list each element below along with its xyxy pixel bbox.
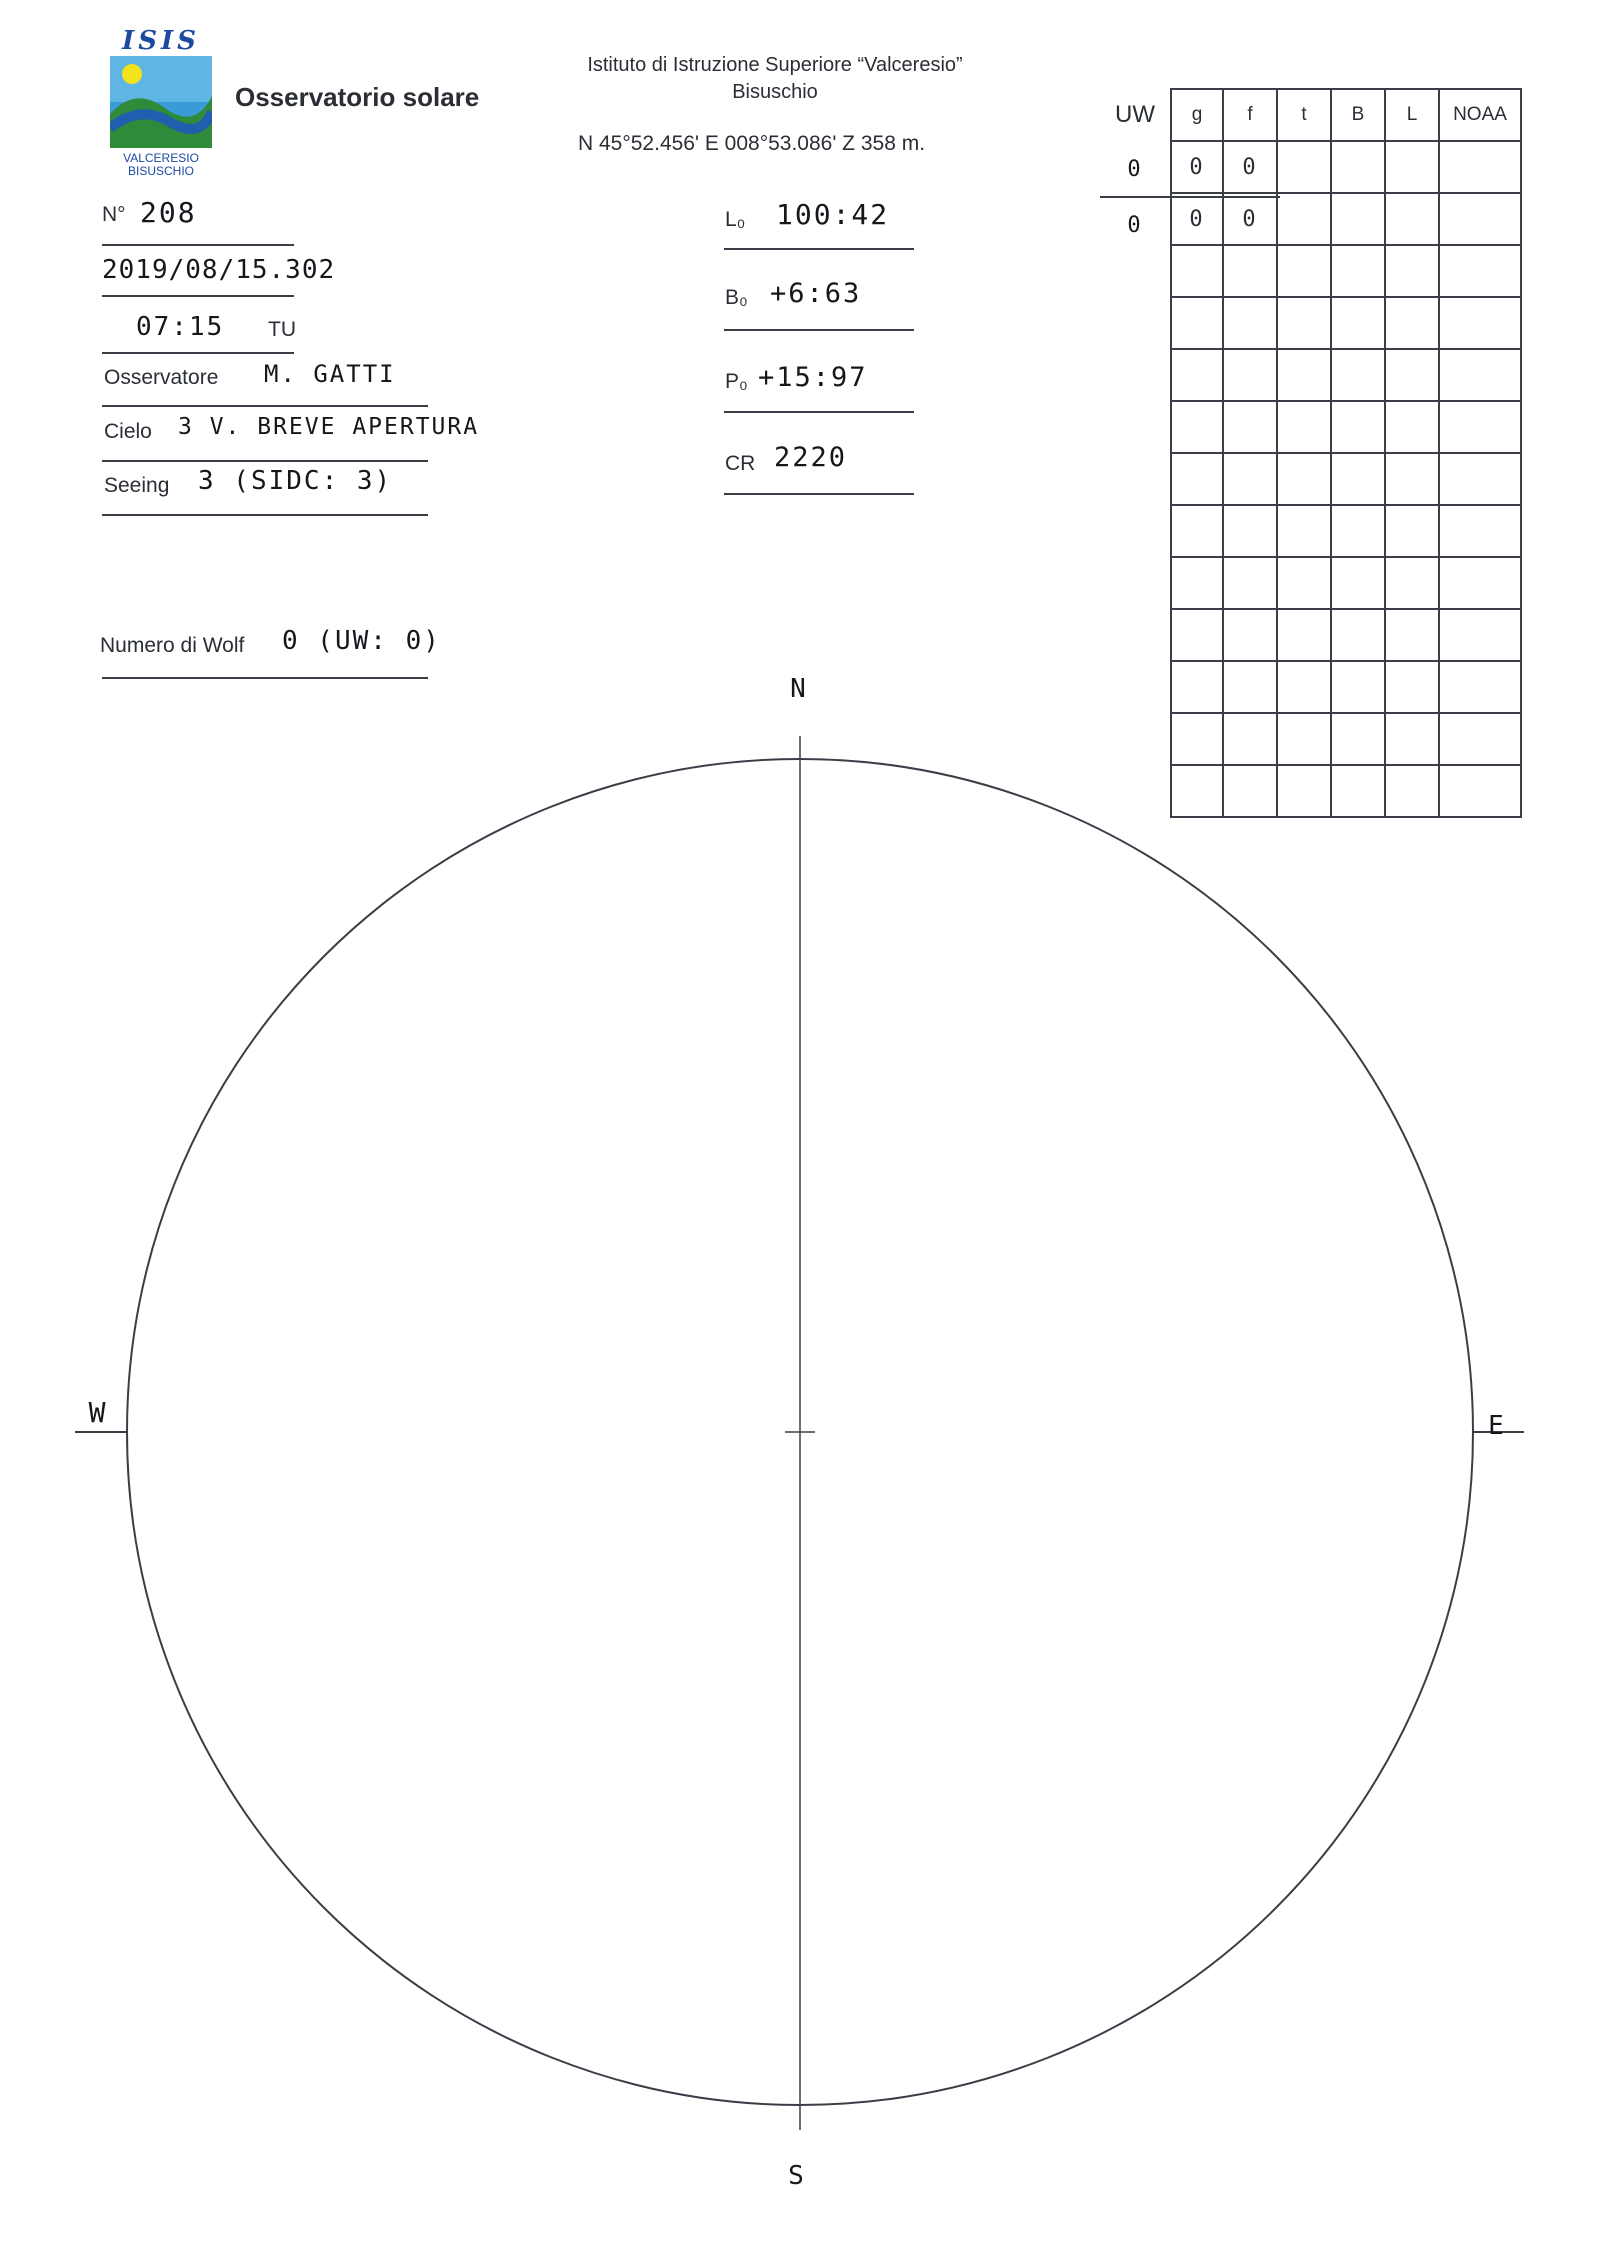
west-label: W xyxy=(88,1396,106,1429)
observatory-title: Osservatorio solare xyxy=(235,82,480,112)
observation-number: 208 xyxy=(140,196,197,229)
header-f: f xyxy=(1223,89,1277,141)
sky-conditions: 3 V. BREVE APERTURA xyxy=(178,414,480,440)
logo-caption: VALCERESIO BISUSCHIO xyxy=(123,151,199,178)
time-unit: TU xyxy=(268,318,296,341)
header-b: B xyxy=(1331,89,1385,141)
seeing-label: Seeing xyxy=(104,474,170,497)
observation-date: 2019/08/15.302 xyxy=(102,255,336,285)
sky-label: Cielo xyxy=(104,420,152,443)
cell-g: 0 xyxy=(1171,193,1223,245)
header-l: L xyxy=(1385,89,1439,141)
p0-label: P₀ xyxy=(725,370,748,393)
b0-value: +6:63 xyxy=(770,278,862,309)
site-coordinates: N 45°52.456' E 008°53.086' Z 358 m. xyxy=(578,132,926,155)
l0-value: 100:42 xyxy=(776,198,890,231)
number-label: N° xyxy=(102,203,126,226)
p0-value: +15:97 xyxy=(758,362,868,393)
uw-value: 0 xyxy=(1127,156,1143,182)
seeing-value: 3 (SIDC: 3) xyxy=(198,466,393,496)
b0-label: B₀ xyxy=(725,286,748,309)
wolf-number-label: Numero di Wolf xyxy=(100,634,245,657)
l0-label: L₀ xyxy=(725,208,746,231)
cell-f: 0 xyxy=(1223,193,1277,245)
wolf-number-value: 0 (UW: 0) xyxy=(282,626,441,656)
header-noaa: NOAA xyxy=(1439,89,1521,141)
header-g: g xyxy=(1171,89,1223,141)
uw-value: 0 xyxy=(1127,212,1143,238)
uw-header: UW xyxy=(1115,101,1155,128)
institute-name: Istituto di Istruzione Superiore “Valceresio” xyxy=(587,54,963,76)
observer-label: Osservatore xyxy=(104,366,219,389)
institute-town: Bisuschio xyxy=(732,81,818,103)
cell-g: 0 xyxy=(1171,141,1223,193)
logo-brand: ISIS xyxy=(122,26,200,56)
observation-time: 07:15 xyxy=(136,312,225,342)
observer-name: M. GATTI xyxy=(264,360,396,388)
north-label: N xyxy=(790,674,806,704)
cell-f: 0 xyxy=(1223,141,1277,193)
carrington-rotation: 2220 xyxy=(774,442,848,473)
header-t: t xyxy=(1277,89,1331,141)
south-label: S xyxy=(788,2161,804,2191)
cr-label: CR xyxy=(725,452,756,475)
east-label: E xyxy=(1488,1411,1504,1441)
